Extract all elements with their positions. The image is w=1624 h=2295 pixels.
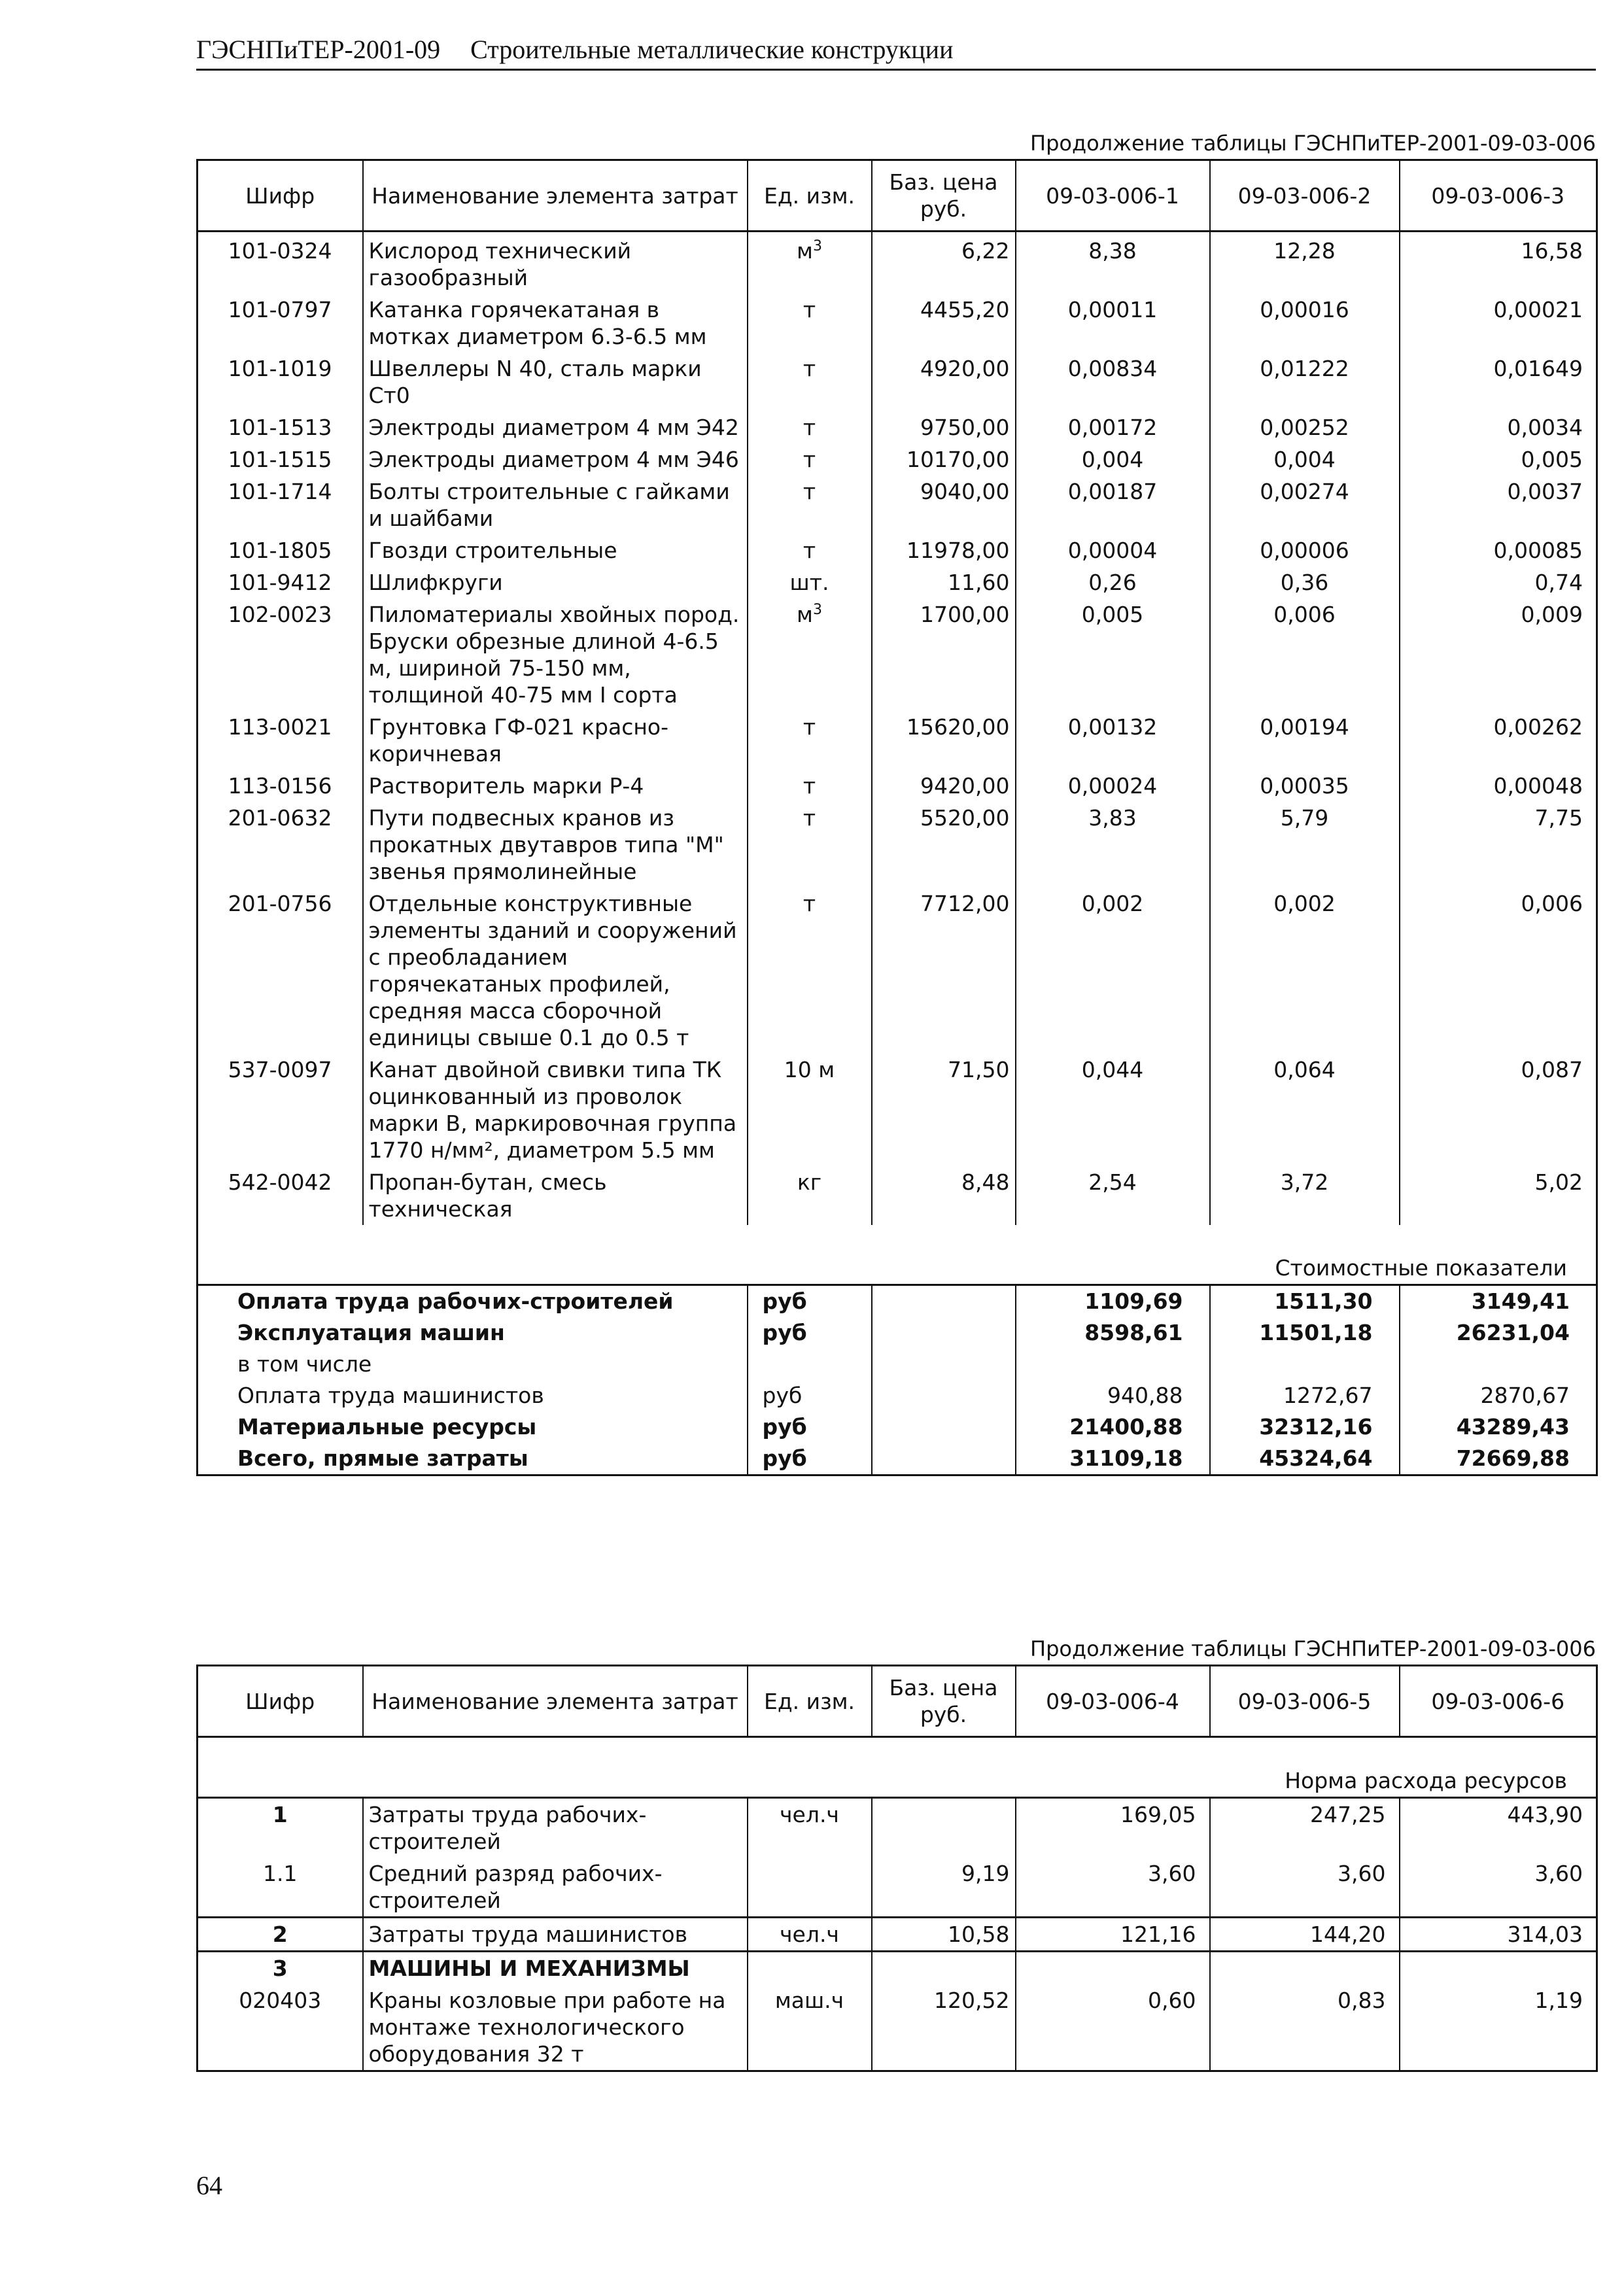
norm-value: 0,002 [1016, 888, 1210, 1054]
total-unit: руб [748, 1443, 872, 1475]
total-value: 1109,69 [1016, 1285, 1210, 1318]
unit: т [803, 805, 816, 831]
unit [748, 1952, 872, 1985]
unit: шт. [789, 570, 829, 595]
resource-code: 101-1805 [198, 534, 363, 566]
table-continuation-caption: Продолжение таблицы ГЭСНПиТЕР-2001-09-03-006 [1030, 131, 1596, 156]
total-label: Оплата труда машинистов [198, 1380, 748, 1411]
norm-value: 16,58 [1400, 232, 1597, 294]
unit: т [803, 714, 816, 740]
base-price: 9750,00 [872, 411, 1016, 443]
resource-name: Болты строительные с гайками и шайбами [363, 475, 748, 534]
norm-value: 3,60 [1400, 1857, 1597, 1918]
unit: т [803, 538, 816, 563]
resource-name: Гвозди строительные [363, 534, 748, 566]
empty-cell [872, 1411, 1016, 1443]
resource-name: Грунтовка ГФ-021 красно-коричневая [363, 711, 748, 770]
running-header [196, 34, 1596, 65]
resource-name: Катанка горячекатаная в мотках диаметром 6.3-6.5 мм [363, 294, 748, 353]
norm-value: 0,0037 [1400, 475, 1597, 534]
total-value: 72669,88 [1400, 1443, 1597, 1475]
unit: т [803, 773, 816, 799]
norm-value: 121,16 [1016, 1918, 1210, 1952]
table-row [198, 1857, 1597, 1918]
resource-name: Пиломатериалы хвойных пород. Бруски обрезные длиной 4-6.5 м, шириной 75-150 мм, толщиной 40-75 мм I сорта [363, 598, 748, 711]
total-value: 1511,30 [1210, 1285, 1400, 1318]
column-header: 09-03-006-4 [1016, 1666, 1210, 1737]
unit-cell [748, 711, 872, 770]
base-price: 4920,00 [872, 353, 1016, 411]
norm-value: 1,19 [1400, 1984, 1597, 2071]
table-row [198, 1166, 1597, 1225]
base-price: 8,48 [872, 1166, 1016, 1225]
unit: 10 м [784, 1057, 835, 1082]
base-price: 5520,00 [872, 802, 1016, 888]
resource-name: Затраты труда рабочих-строителей [363, 1798, 748, 1858]
norm-value: 2,54 [1016, 1166, 1210, 1225]
unit-cell [748, 802, 872, 888]
norm-value: 0,00187 [1016, 475, 1210, 534]
unit: т [803, 415, 816, 440]
resource-code: 101-1019 [198, 353, 363, 411]
base-price: 10170,00 [872, 443, 1016, 475]
resource-name: Растворитель марки Р-4 [363, 770, 748, 802]
unit-cell [748, 443, 872, 475]
base-price: 11,60 [872, 566, 1016, 598]
norm-value: 3,72 [1210, 1166, 1400, 1225]
base-price: 1700,00 [872, 598, 1016, 711]
norm-value: 314,03 [1400, 1918, 1597, 1952]
norm-value: 0,002 [1210, 888, 1400, 1054]
norm-value: 0,00132 [1016, 711, 1210, 770]
resource-code: 101-9412 [198, 566, 363, 598]
norm-value: 0,004 [1016, 443, 1210, 475]
total-row [198, 1317, 1597, 1349]
total-value [1016, 1349, 1210, 1380]
norm-value: 0,74 [1400, 566, 1597, 598]
empty-cell [872, 1380, 1016, 1411]
norm-value: 0,36 [1210, 566, 1400, 598]
table-header-row [198, 160, 1597, 232]
total-value: 3149,41 [1400, 1285, 1597, 1318]
total-label: Оплата труда рабочих-строителей [198, 1285, 748, 1318]
resource-code: 201-0756 [198, 888, 363, 1054]
unit-cell [748, 294, 872, 353]
base-price: 6,22 [872, 232, 1016, 294]
total-row [198, 1349, 1597, 1380]
norm-value: 0,83 [1210, 1984, 1400, 2071]
norm-value: 7,75 [1400, 802, 1597, 888]
total-value: 43289,43 [1400, 1411, 1597, 1443]
column-header: 09-03-006-1 [1016, 160, 1210, 232]
base-price [872, 1952, 1016, 1985]
total-unit: руб [748, 1317, 872, 1349]
total-unit: руб [748, 1285, 872, 1318]
base-price: 7712,00 [872, 888, 1016, 1054]
norm-value: 0,00262 [1400, 711, 1597, 770]
norm-value: 0,00016 [1210, 294, 1400, 353]
norm-value: 0,004 [1210, 443, 1400, 475]
column-header: 09-03-006-6 [1400, 1666, 1597, 1737]
column-header: Баз. цена руб. [872, 160, 1016, 232]
table-row [198, 1798, 1597, 1858]
norm-value: 0,00004 [1016, 534, 1210, 566]
norm-value: 5,02 [1400, 1166, 1597, 1225]
unit: чел.ч [748, 1798, 872, 1858]
resource-name: Кислород технический газообразный [363, 232, 748, 294]
base-price: 10,58 [872, 1918, 1016, 1952]
resource-code: 101-1515 [198, 443, 363, 475]
total-value: 21400,88 [1016, 1411, 1210, 1443]
table-row [198, 1952, 1597, 1985]
base-price: 120,52 [872, 1984, 1016, 2071]
unit: маш.ч [748, 1984, 872, 2071]
table-row [198, 475, 1597, 534]
total-label: Всего, прямые затраты [198, 1443, 748, 1475]
total-label: в том числе [198, 1349, 748, 1380]
total-unit: руб [748, 1380, 872, 1411]
norm-value: 0,005 [1016, 598, 1210, 711]
resource-name: Краны козловые при работе на монтаже технологического оборудования 32 т [363, 1984, 748, 2071]
total-value [1400, 1349, 1597, 1380]
resource-code: 101-1513 [198, 411, 363, 443]
norm-value: 0,00194 [1210, 711, 1400, 770]
empty-cell [872, 1349, 1016, 1380]
unit-cell [748, 232, 872, 294]
section-row [198, 1737, 1597, 1798]
resource-code: 537-0097 [198, 1054, 363, 1166]
resource-name: Канат двойной свивки типа ТК оцинкованный из проволок марки В, маркировочная группа 1770 н/мм², диаметром 5.5 мм [363, 1054, 748, 1166]
unit: т [803, 891, 816, 916]
total-value: 940,88 [1016, 1380, 1210, 1411]
table-row [198, 1918, 1597, 1952]
table-row [198, 566, 1597, 598]
norm-value: 8,38 [1016, 232, 1210, 294]
empty-cell [872, 1317, 1016, 1349]
resource-table-1 [196, 159, 1598, 1476]
resource-code: 1.1 [198, 1857, 363, 1918]
unit-cell [748, 770, 872, 802]
resource-name: Пути подвесных кранов из прокатных двутавров типа "М" звенья прямолинейные [363, 802, 748, 888]
norm-value: 0,00252 [1210, 411, 1400, 443]
resource-code: 113-0156 [198, 770, 363, 802]
norm-value: 0,00172 [1016, 411, 1210, 443]
norm-value: 3,60 [1016, 1857, 1210, 1918]
unit [748, 1857, 872, 1918]
resource-code: 101-0324 [198, 232, 363, 294]
total-value: 26231,04 [1400, 1317, 1597, 1349]
resource-name: Затраты труда машинистов [363, 1918, 748, 1952]
norm-value: 0,00035 [1210, 770, 1400, 802]
norm-value: 0,044 [1016, 1054, 1210, 1166]
resource-code: 102-0023 [198, 598, 363, 711]
norm-value: 247,25 [1210, 1798, 1400, 1858]
base-price: 9,19 [872, 1857, 1016, 1918]
column-header: 09-03-006-2 [1210, 160, 1400, 232]
norm-value: 0,064 [1210, 1054, 1400, 1166]
empty-cell [872, 1443, 1016, 1475]
unit-cell [748, 888, 872, 1054]
resource-code: 020403 [198, 1984, 363, 2071]
resource-name: Пропан-бутан, смесь техническая [363, 1166, 748, 1225]
base-price: 15620,00 [872, 711, 1016, 770]
total-value: 45324,64 [1210, 1443, 1400, 1475]
resource-name: МАШИНЫ И МЕХАНИЗМЫ [363, 1952, 748, 1985]
resource-code: 542-0042 [198, 1166, 363, 1225]
total-value: 11501,18 [1210, 1317, 1400, 1349]
total-value: 31109,18 [1016, 1443, 1210, 1475]
total-value: 1272,67 [1210, 1380, 1400, 1411]
norm-value: 0,00024 [1016, 770, 1210, 802]
document-title: Строительные металлические конструкции [470, 35, 954, 64]
table-continuation-caption: Продолжение таблицы ГЭСНПиТЕР-2001-09-03-006 [1030, 1636, 1596, 1661]
total-row [198, 1411, 1597, 1443]
unit-cell [748, 534, 872, 566]
total-unit [748, 1349, 872, 1380]
norm-value: 0,00834 [1016, 353, 1210, 411]
resource-code: 113-0021 [198, 711, 363, 770]
norm-value: 0,00011 [1016, 294, 1210, 353]
resource-name: Шлифкруги [363, 566, 748, 598]
document-code: ГЭСНПиТЕР-2001-09 [196, 35, 441, 64]
resource-code: 201-0632 [198, 802, 363, 888]
table-row [198, 294, 1597, 353]
empty-cell [872, 1285, 1016, 1318]
total-label: Эксплуатация машин [198, 1317, 748, 1349]
norm-value: 3,60 [1210, 1857, 1400, 1918]
unit-cell [748, 1166, 872, 1225]
table-row [198, 598, 1597, 711]
norm-value: 0,00274 [1210, 475, 1400, 534]
resource-name: Электроды диаметром 4 мм Э46 [363, 443, 748, 475]
unit-cell [748, 1054, 872, 1166]
norm-value: 0,60 [1016, 1984, 1210, 2071]
norm-value: 0,087 [1400, 1054, 1597, 1166]
unit: кг [797, 1169, 822, 1195]
unit-cell [748, 353, 872, 411]
column-header: Ед. изм. [748, 160, 872, 232]
unit: т [803, 356, 816, 381]
unit-cell [748, 475, 872, 534]
column-header: Наименование элемента затрат [363, 1666, 748, 1737]
column-header: Шифр [198, 1666, 363, 1737]
column-header: 09-03-006-3 [1400, 160, 1597, 232]
norm-value [1210, 1952, 1400, 1985]
resource-code: 101-1714 [198, 475, 363, 534]
table-row [198, 1054, 1597, 1166]
total-value: 32312,16 [1210, 1411, 1400, 1443]
norm-value: 0,00006 [1210, 534, 1400, 566]
unit: т [803, 447, 816, 472]
resource-code: 1 [198, 1798, 363, 1858]
column-header: Шифр [198, 160, 363, 232]
norm-value: 0,006 [1400, 888, 1597, 1054]
table-row [198, 770, 1597, 802]
total-value [1210, 1349, 1400, 1380]
norm-value: 12,28 [1210, 232, 1400, 294]
norm-value: 0,005 [1400, 443, 1597, 475]
total-unit: руб [748, 1411, 872, 1443]
unit-cell [748, 566, 872, 598]
table-row [198, 411, 1597, 443]
total-value: 2870,67 [1400, 1380, 1597, 1411]
resource-code: 101-0797 [198, 294, 363, 353]
total-value: 8598,61 [1016, 1317, 1210, 1349]
resource-name: Швеллеры N 40, сталь марки Ст0 [363, 353, 748, 411]
norm-value [1016, 1952, 1210, 1985]
section-label: Норма расхода ресурсов [198, 1737, 1597, 1798]
page-number: 64 [196, 2171, 222, 2200]
unit: чел.ч [748, 1918, 872, 1952]
table-row [198, 443, 1597, 475]
resource-name: Средний разряд рабочих-строителей [363, 1857, 748, 1918]
column-header: Баз. цена руб. [872, 1666, 1016, 1737]
total-row [198, 1443, 1597, 1475]
table-row [198, 888, 1597, 1054]
total-row [198, 1285, 1597, 1318]
table-row [198, 232, 1597, 294]
norm-value: 0,0034 [1400, 411, 1597, 443]
norm-value: 169,05 [1016, 1798, 1210, 1858]
norm-value: 443,90 [1400, 1798, 1597, 1858]
base-price: 11978,00 [872, 534, 1016, 566]
unit-superscript: 3 [812, 602, 822, 618]
header-rule [196, 69, 1596, 71]
norm-value: 0,009 [1400, 598, 1597, 711]
section-label: Стоимостные показатели [198, 1225, 1597, 1285]
norm-value: 0,01222 [1210, 353, 1400, 411]
table-row [198, 1984, 1597, 2071]
column-header: Ед. изм. [748, 1666, 872, 1737]
unit-cell [748, 598, 872, 711]
table-row [198, 353, 1597, 411]
base-price: 9420,00 [872, 770, 1016, 802]
norm-value: 3,83 [1016, 802, 1210, 888]
norm-value [1400, 1952, 1597, 1985]
column-header: 09-03-006-5 [1210, 1666, 1400, 1737]
table-row [198, 711, 1597, 770]
unit: т [803, 479, 816, 504]
unit: м [797, 602, 813, 627]
norm-value: 0,01649 [1400, 353, 1597, 411]
resource-code: 3 [198, 1952, 363, 1985]
norm-value: 144,20 [1210, 1918, 1400, 1952]
base-price: 71,50 [872, 1054, 1016, 1166]
unit-cell [748, 411, 872, 443]
resource-name: Отдельные конструктивные элементы зданий и сооружений с преобладанием горячекатаных профилей, средняя масса сборочной единицы свыше 0.1 до 0.5 т [363, 888, 748, 1054]
resource-table-2 [196, 1665, 1598, 2072]
norm-value: 0,26 [1016, 566, 1210, 598]
unit-superscript: 3 [812, 238, 822, 254]
base-price: 9040,00 [872, 475, 1016, 534]
norm-value: 0,006 [1210, 598, 1400, 711]
unit: м [797, 238, 813, 264]
table-row [198, 534, 1597, 566]
norm-value: 0,00021 [1400, 294, 1597, 353]
resource-code: 2 [198, 1918, 363, 1952]
norm-value: 5,79 [1210, 802, 1400, 888]
norm-value: 0,00085 [1400, 534, 1597, 566]
table-row [198, 802, 1597, 888]
norm-value: 0,00048 [1400, 770, 1597, 802]
base-price: 4455,20 [872, 294, 1016, 353]
column-header: Наименование элемента затрат [363, 160, 748, 232]
unit: т [803, 297, 816, 322]
base-price [872, 1798, 1016, 1858]
section-row [198, 1225, 1597, 1285]
total-row [198, 1380, 1597, 1411]
total-label: Материальные ресурсы [198, 1411, 748, 1443]
resource-name: Электроды диаметром 4 мм Э42 [363, 411, 748, 443]
table-header-row [198, 1666, 1597, 1737]
